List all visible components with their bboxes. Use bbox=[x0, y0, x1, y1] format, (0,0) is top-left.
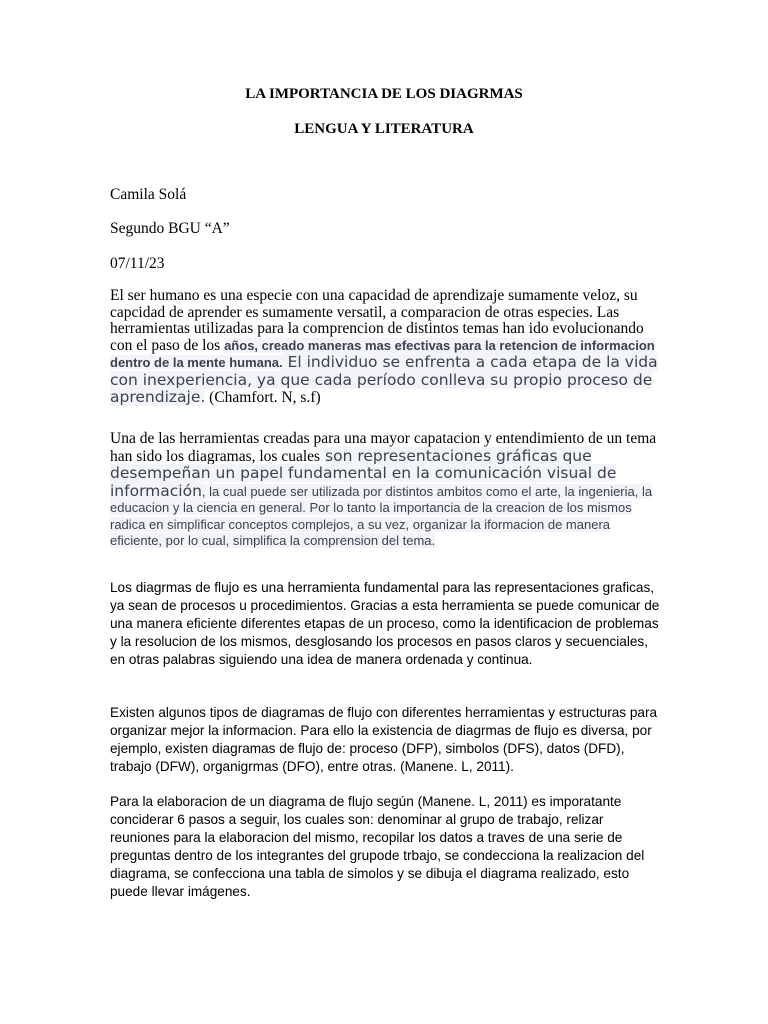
paragraph-2 bbox=[110, 431, 660, 550]
paragraph-3: Los diagrmas de flujo es una herramienta fundamental para las representaciones graficas, ya sean de procesos u procedimientos. Gracias a esta herramienta se puede comunicar de una manera eficiente diferentes etapas de un proceso, como la identificacion de problemas y la resolucion de los mismos, desglosando los procesos en pasos claros y secuenciales, en otras palabras siguiendo una idea de manera ordenada y continua. bbox=[110, 580, 660, 667]
paragraph-1-pasted-bold: años, creado maneras mas efectivas para la retencion de informacion dentro de la mente humana. bbox=[110, 337, 655, 370]
paragraph-1-pasted-quote: El individuo se enfrenta a cada etapa de la vida con inexperiencia, ya que cada período conlleva su propio proceso de aprendizaje. bbox=[110, 353, 658, 406]
paragraph-2-text: Una de las herramientas creadas para una mayor capatacion y entendimiento de un tema han sido los diagramas, los cuales bbox=[110, 430, 657, 465]
document-subject: LENGUA Y LITERATURA bbox=[294, 121, 474, 137]
document-date: 07/11/23 bbox=[110, 255, 165, 272]
paragraph-4: Existen algunos tipos de diagramas de flujo con diferentes herramientas y estructuras para organizar mejor la informacion. Para ello la existencia de diagrmas de flujo es diversa, por ejemplo, existen diagramas de flujo de: proceso (DFP), simbolos (DFS), datos (DFD), trabajo (DFW), organigrmas (DFO), entre otras. (Manene. L, 2011). bbox=[110, 705, 658, 774]
paragraph-2-pasted-text: , la cual puede ser utilizada por distintos ambitos como el arte, la ingenieria, la educacion y la ciencia en general. Por lo tanto la importancia de la creacion de los mismos radica en simplificar conceptos complejos, a su vez, organizar la iformacion de manera eficiente, por lo cual, simplifica la comprension del tema. bbox=[110, 483, 653, 548]
paragraph-1-citation: (Chamfort. N, s.f) bbox=[205, 389, 321, 406]
paragraph-1-text: El ser humano es una especie con una capacidad de aprendizaje sumamente veloz, su capcidad de aprender es sumamente versatil, a comparacion de otras especies. Las herramientas utilizadas para la comprencion de distintos temas han ido evolucionando con el paso de los bbox=[110, 287, 644, 354]
course-label: Segundo BGU “A” bbox=[110, 220, 230, 237]
author-name: Camila Solá bbox=[110, 186, 187, 203]
paragraph-1 bbox=[110, 288, 662, 407]
document-title: LA IMPORTANCIA DE LOS DIAGRMAS bbox=[245, 86, 523, 102]
paragraph-5: Para la elaboracion de un diagrama de flujo según (Manene. L, 2011) es imporatante conciderar 6 pasos a seguir, los cuales son: denominar al grupo de trabajo, relizar reuniones para la elaboracion del mismo, recopilar los datos a traves de una serie de preguntas dentro de los integrantes del grupode trbajo, se condecciona la realizacion del diagrama, se confecciona una tabla de simolos y se dibuja el diagrama realizado, esto puede llevar imágenes. bbox=[110, 794, 645, 899]
paragraph-2-pasted-definition: son representaciones gráficas que desempeñan un papel fundamental en la comunicación visual de información bbox=[110, 446, 617, 500]
